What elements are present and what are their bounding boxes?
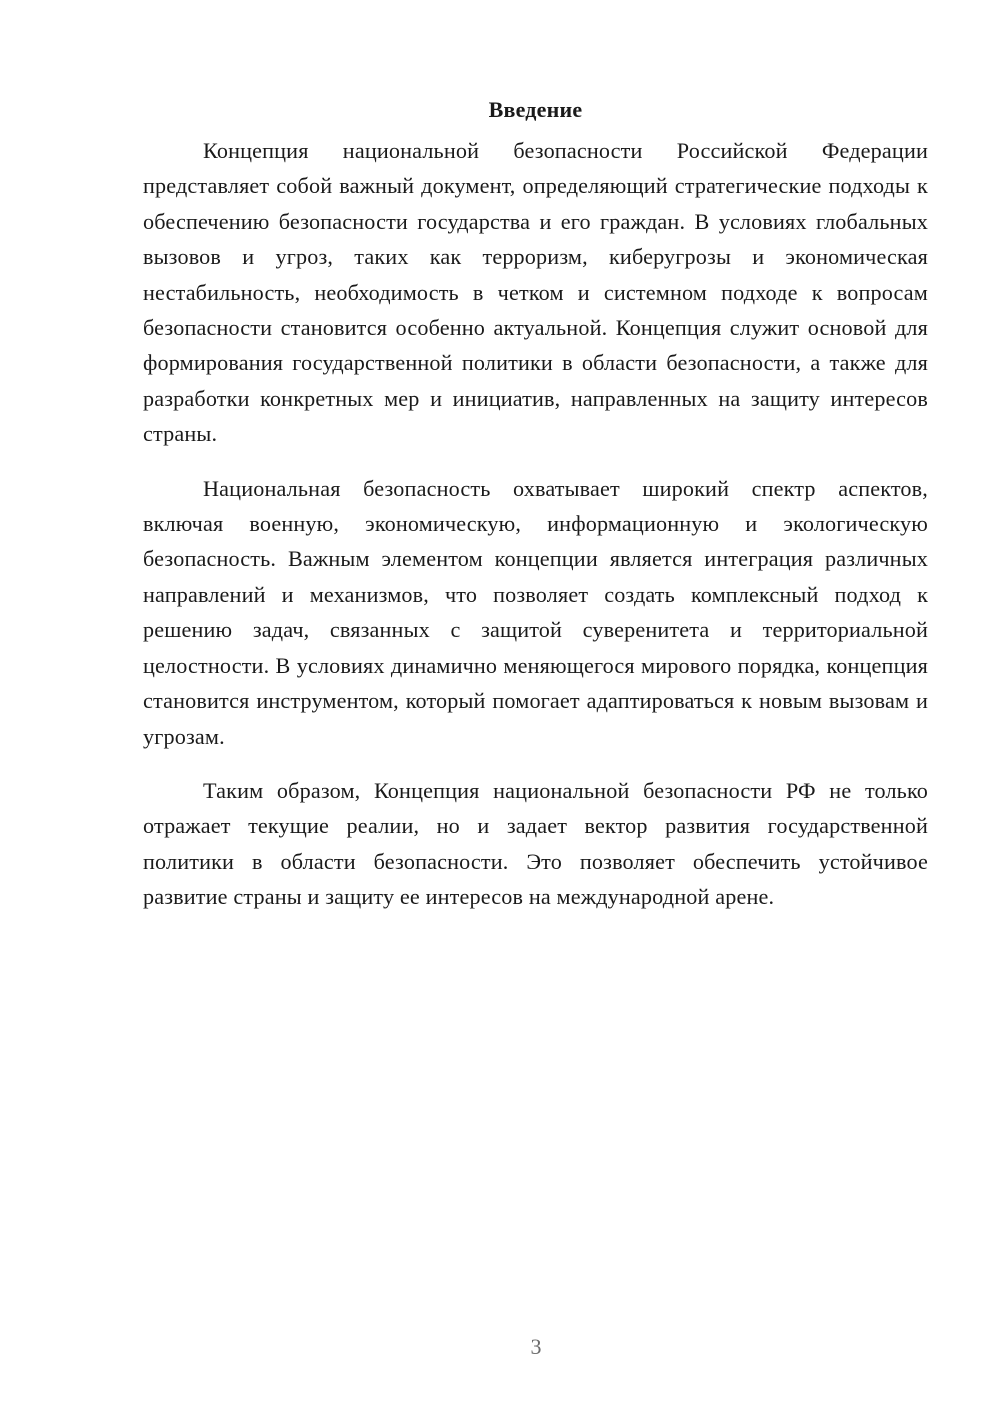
section-heading: Введение: [488, 97, 583, 122]
paragraph-1: Концепция национальной безопасности Российской Федерации представляет собой важный документ, определяющий стратегические подходы к обеспечению безопасности государства и его граждан. В условиях глобальных вызовов и угроз, таких как терроризм, киберугрозы и экономическая нестабильность, необходимость в четком и системном подходе к вопросам безопасности становится особенно актуальной. Концепция служит основой для формирования государственной политики в области безопасности, а также для разработки конкретных мер и инициатив, направленных на защиту интересов страны.: [143, 138, 928, 447]
paragraph-2: Национальная безопасность охватывает широкий спектр аспектов, включая военную, экономическую, информационную и экологическую безопасность. Важным элементом концепции является интеграция различных направлений и механизмов, что позволяет создать комплексный подход к решению задач, связанных с защитой суверенитета и территориальной целостности. В условиях динамично меняющегося мирового порядка, концепция становится инструментом, который помогает адаптироваться к новым вызовам и угрозам.: [143, 475, 928, 749]
page-number: 3: [530, 1334, 542, 1359]
page-content: [143, 94, 928, 934]
paragraph-3: Таким образом, Концепция национальной безопасности РФ не только отражает текущие реалии, но и задает вектор развития государственной политики в области безопасности. Это позволяет обеспечить устойчивое развитие страны и защиту ее интересов на международной арене.: [143, 777, 928, 910]
